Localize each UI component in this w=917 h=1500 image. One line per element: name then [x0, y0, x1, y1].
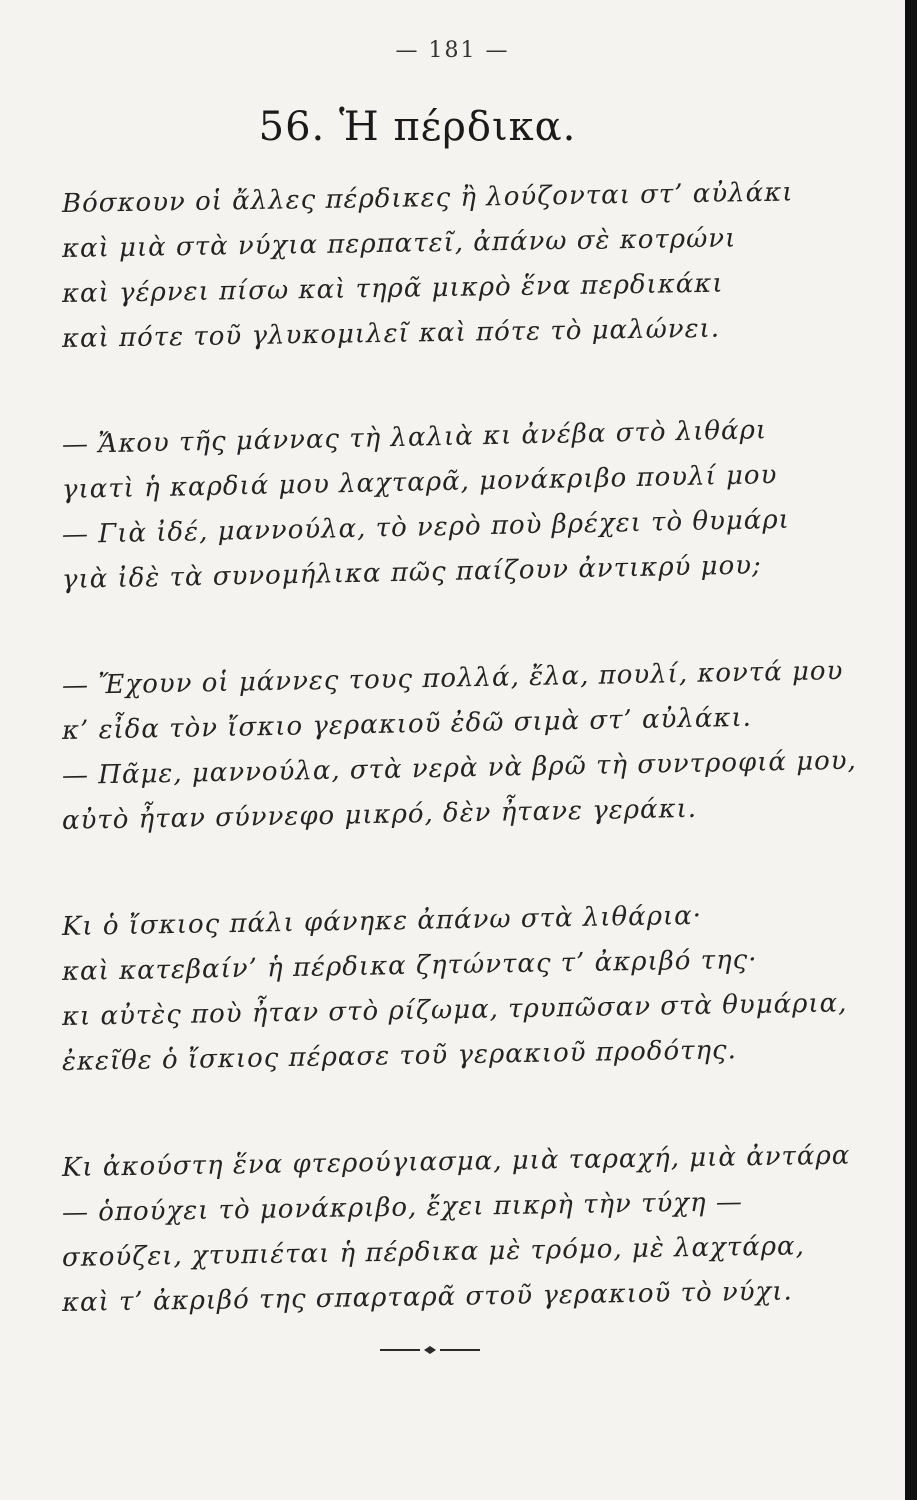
poem-line: — Πᾶμε, μαννούλα, στὰ νερὰ νὰ βρῶ τὴ συντροφιά μου, [61, 745, 858, 791]
poem-line: σκούζει, χτυπιέται ἡ πέρδικα μὲ τρόμο, μὲ λαχτάρα, [61, 1231, 806, 1273]
stanza-4 [61, 900, 862, 1085]
poem-line: — ὁπούχει τὸ μονάκριβο, ἔχει πικρὴ τὴν τύχη — [61, 1187, 744, 1228]
poem-line: Κι ἀκούστη ἕνα φτερούγιασμα, μιὰ ταραχή, μιὰ ἀντάρα [61, 1140, 851, 1183]
poem-line: Κι ὁ ἴσκιος πάλι φάνηκε ἀπάνω στὰ λιθάρια· [61, 900, 703, 942]
poem-line: κ’ εἶδα τὸν ἴσκιο γερακιοῦ ἐδῶ σιμὰ στ’ αὐλάκι. [61, 702, 753, 746]
poem-line: γιατὶ ἡ καρδιά μου λαχταρᾶ, μονάκριβο πουλί μου [61, 460, 778, 505]
stanza-2 [61, 415, 862, 603]
poem-line: — Γιὰ ἰδέ, μαννούλα, τὸ νερὸ ποὺ βρέχει τὸ θυμάρι [61, 504, 791, 550]
poem-line: καὶ κατεβαίν’ ἡ πέρδικα ζητώντας τ’ ἀκριβό της· [61, 944, 758, 987]
poem-line: κι αὐτὲς ποὺ ἦταν στὸ ρίζωμα, τρυπῶσαν στὰ θυμάρια, [61, 988, 848, 1032]
poem-line: — Ἄκου τῆς μάννας τὴ λαλιὰ κι ἀνέβα στὸ λιθάρι [61, 415, 768, 460]
poem-line: — Ἔχουν οἱ μάννες τους πολλά, ἔλα, πουλί, κοντά μου [61, 655, 844, 701]
poem-line: Βόσκουν οἱ ἄλλες πέρδικες ἢ λούζονται στ’ αὐλάκι [61, 177, 794, 219]
page-edge [905, 0, 917, 1500]
poem-line: αὐτὸ ἦταν σύννεφο μικρό, δὲν ἦτανε γεράκι. [61, 793, 698, 836]
poem-line: καὶ μιὰ στὰ νύχια περπατεῖ, ἀπάνω σὲ κοτρώνι [61, 223, 737, 264]
poem-body [61, 177, 862, 1387]
stanza-1 [61, 177, 862, 362]
poem-line: καὶ γέρνει πίσω καὶ τηρᾶ μικρὸ ἕνα περδικάκι [61, 268, 724, 309]
stanza-5 [61, 1140, 862, 1326]
page-number: — 181 — [395, 38, 510, 63]
poem-line: ἐκεῖθε ὁ ἴσκιος πέρασε τοῦ γερακιοῦ προδότης. [61, 1035, 738, 1077]
ornament-divider-icon [370, 1342, 490, 1358]
stanza-3 [61, 655, 862, 844]
poem-title: 56. Ἡ πέρδικα. [258, 104, 577, 150]
poem-line: καὶ πότε τοῦ γλυκομιλεῖ καὶ πότε τὸ μαλώνει. [61, 313, 721, 354]
poem-line: καὶ τ’ ἀκριβό της σπαρταρᾶ στοῦ γερακιοῦ τὸ νύχι. [61, 1276, 793, 1318]
poem-line: γιὰ ἰδὲ τὰ συνομήλικα πῶς παίζουν ἀντικρύ μου; [61, 550, 763, 595]
